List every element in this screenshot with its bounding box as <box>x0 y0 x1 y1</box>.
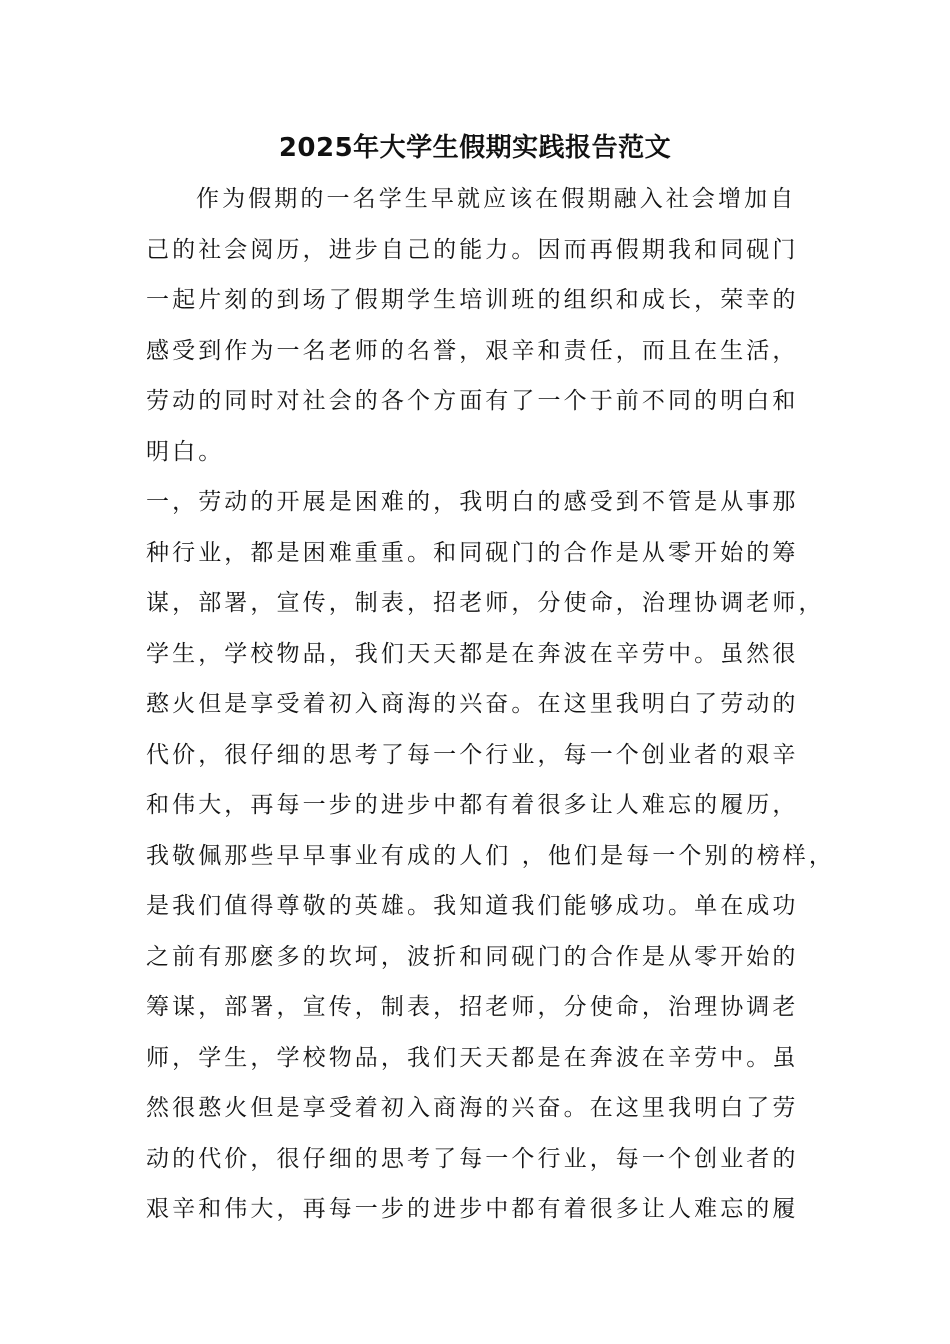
body-line: 我敬佩那些早早事业有成的人们 ，他们是每一个别的榜样， <box>146 842 836 869</box>
document-body <box>146 180 836 1241</box>
body-line: 是我们值得尊敬的英雄。我知道我们能够成功。单在成功 <box>146 893 799 919</box>
body-line: 和伟大，再每一步的进步中都有着很多让人难忘的履历， <box>146 792 799 818</box>
body-line: 一起片刻的到场了假期学生培训班的组织和成长，荣幸的 <box>146 287 799 313</box>
document-title: 2025年大学生假期实践报告范文 <box>278 133 672 163</box>
body-line: 一，劳动的开展是困难的，我明白的感受到不管是从事那 <box>146 489 799 515</box>
body-line: 己的社会阅历，进步自己的能力。因而再假期我和同砚门 <box>146 236 799 263</box>
body-line: 学生，学校物品，我们天天都是在奔波在辛劳中。虽然很 <box>146 640 799 667</box>
body-line: 作为假期的一名学生早就应该在假期融入社会增加自 <box>196 186 797 212</box>
body-line: 明白。 <box>146 438 225 465</box>
body-line: 动的代价，很仔细的思考了每一个行业，每一个创业者的 <box>146 1145 799 1172</box>
body-line: 劳动的同时对社会的各个方面有了一个于前不同的明白和 <box>146 388 799 414</box>
body-line: 筹谋，部署，宣传，制表，招老师，分使命，治理协调老 <box>146 994 799 1020</box>
body-line: 谋，部署，宣传，制表，招老师，分使命，治理协调老师， <box>146 590 825 616</box>
body-line: 之前有那麽多的坎坷，波折和同砚门的合作是从零开始的 <box>146 943 799 970</box>
body-line: 艰辛和伟大，再每一步的进步中都有着很多让人难忘的履 <box>146 1196 799 1222</box>
body-line: 憨火但是享受着初入商海的兴奋。在这里我明白了劳动的 <box>146 691 799 717</box>
body-line: 感受到作为一名老师的名誉，艰辛和责任，而且在生活， <box>146 337 799 364</box>
body-line: 然很憨火但是享受着初入商海的兴奋。在这里我明白了劳 <box>146 1095 799 1121</box>
body-line: 种行业，都是困难重重。和同砚门的合作是从零开始的筹 <box>146 539 799 566</box>
body-line: 代价，很仔细的思考了每一个行业，每一个创业者的艰辛 <box>146 741 799 768</box>
body-line: 师，学生，学校物品，我们天天都是在奔波在辛劳中。虽 <box>146 1044 799 1071</box>
